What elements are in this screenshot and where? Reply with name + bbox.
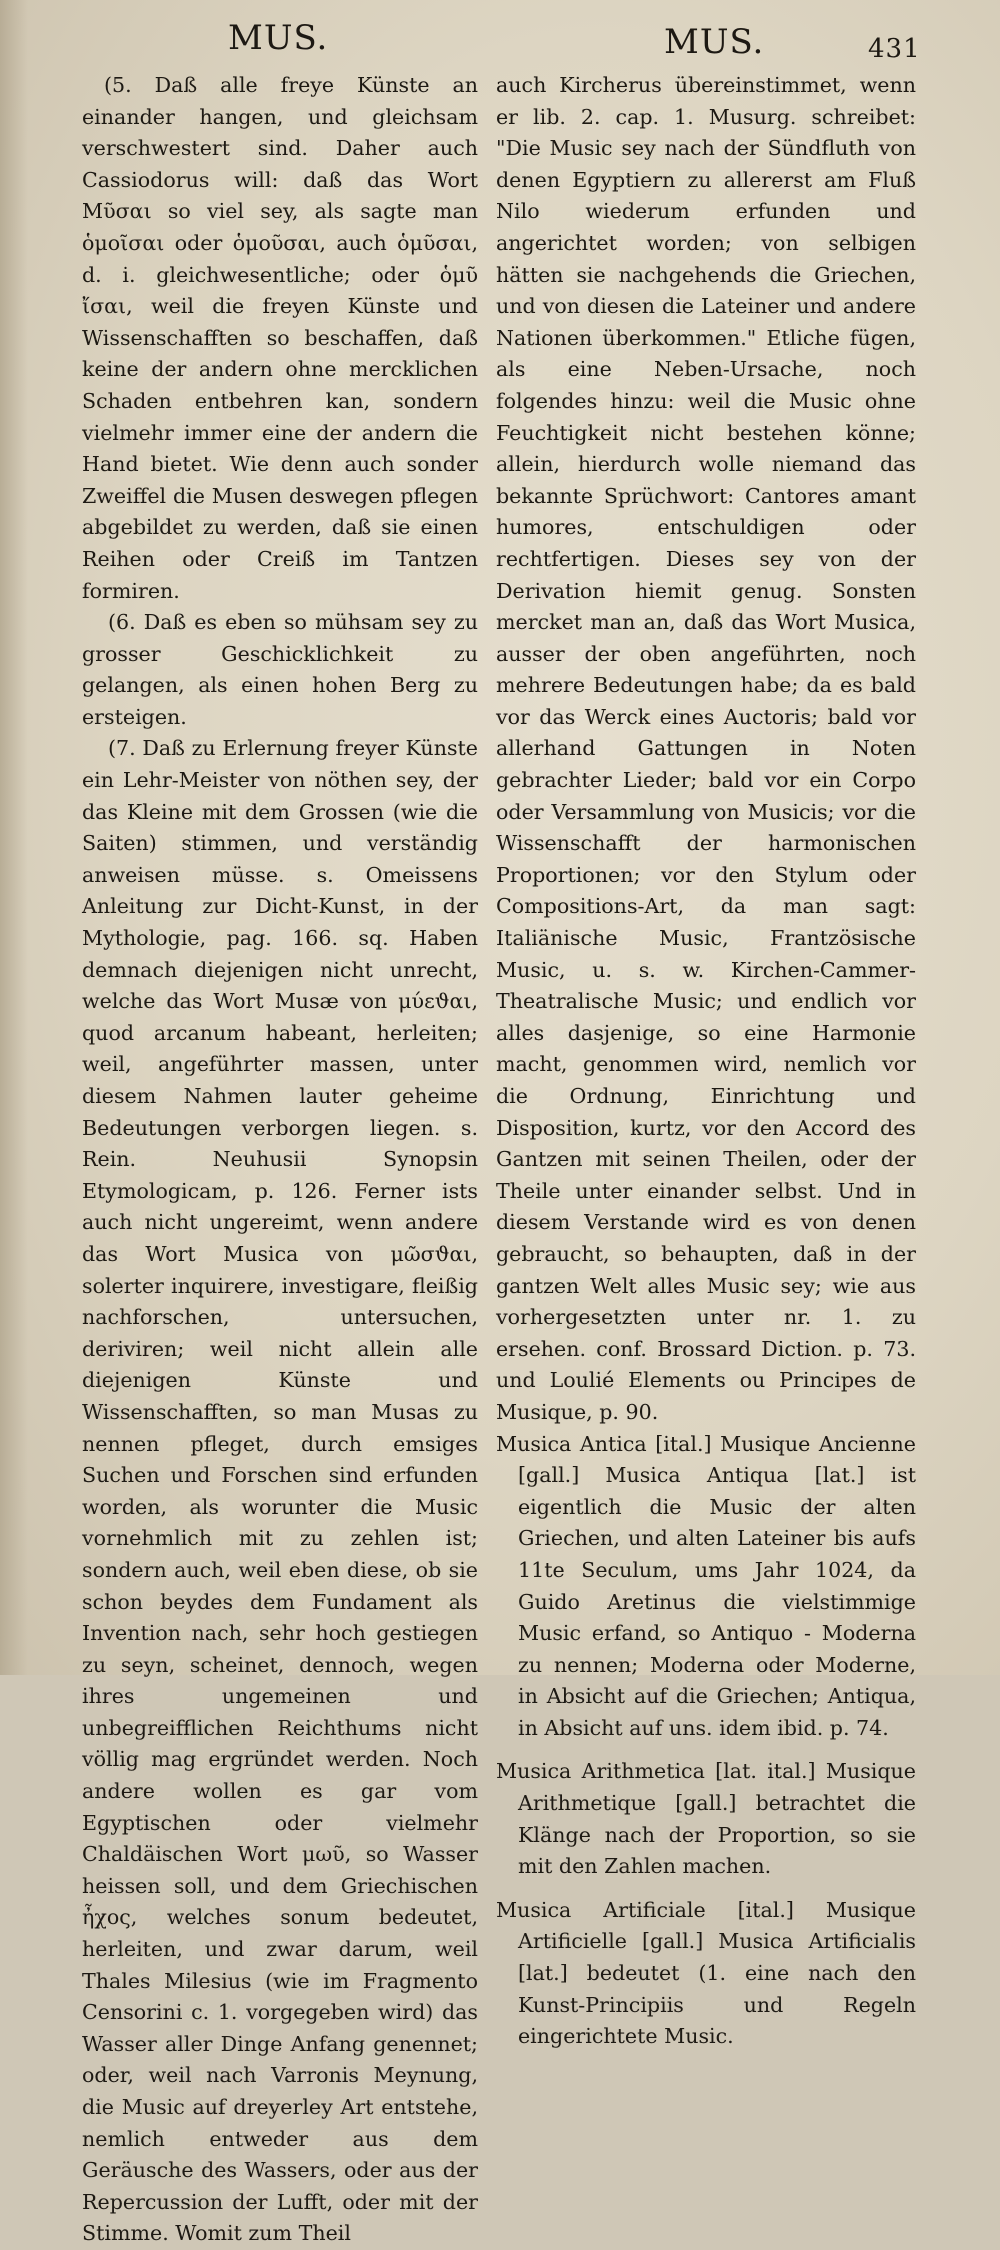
running-header: [0, 8, 1000, 64]
paragraph: auch Kircherus übereinstimmet, wenn er lib. 2. cap. 1. Musurg. schreibet: "Die Music sey nach der Sündfluth von denen Egyptiern zu allererst am Fluß Nilo wiederum erfunden und angerichtet worden; von selbigen hätten sie nachgehends die Griechen, und von diesen die Lateiner und andere Nationen überkommen." Etliche fügen, als eine Neben-Ursache, noch folgendes hinzu: weil die Music ohne Feuchtigkeit nicht bestehen könne; allein, hierdurch wolle niemand das bekannte Sprüchwort: Cantores amant humores, entschuldigen oder rechtfertigen. Dieses sey von der Derivation hiemit genug. Sonsten mercket man an, daß das Wort Musica, ausser der oben angeführten, noch mehrere Bedeutungen habe; da es bald vor das Werck eines Auctoris; bald vor allerhand Gattungen in Noten gebrachter Lieder; bald vor ein Corpo oder Versammlung von Musicis; vor die Wissenschafft der harmonischen Proportionen; vor den Stylum oder Compositions-Art, da man sagt: Italiänische Music, Frantzösische Music, u. s. w. Kirchen-Cammer-Theatralische Music; und endlich vor alles dasjenige, so eine Harmonie macht, genommen wird, nemlich vor die Ordnung, Einrichtung und Disposition, kurtz, vor den Accord des Gantzen mit seinen Theilen, oder der Theile unter einander selbst. Und in diesem Verstande wird es von denen gebraucht, so behaupten, daß in der gantzen Welt alles Music sey; wie aus vorhergesetzten unter nr. 1. zu ersehen. conf. Brossard Diction. p. 73. und Loulié Elements ou Principes de Musique, p. 90.: [496, 73, 916, 1424]
paragraph: (5. Daß alle freye Künste an einander hangen, und gleichsam verschwestert sind. Daher auch Cassiodorus will: daß das Wort Μῦσαι so viel sey, als sagte man ὁμοῖσαι oder ὁμοῦσαι, auch ὁμῦσαι, d. i. gleichwesentliche; oder ὁμῦ ἴσαι, weil die freyen Künste und Wissenschafften so beschaffen, daß keine der andern ohne mercklichen Schaden entbehren kan, sondern vielmehr immer eine der andern die Hand bietet. Wie denn auch sonder Zweiffel die Musen deswegen pflegen abgebildet zu werden, daß sie einen Reihen oder Creiß im Tantzen formiren.: [82, 73, 478, 603]
page-number: 431: [868, 34, 921, 64]
header-right-keyword: MUS.: [664, 22, 765, 62]
dictionary-entry: Musica Antica [ital.] Musique Ancienne [gall.] Musica Antiqua [lat.] ist eigentlich die Music der alten Griechen, und alten Lateiner bis aufs 11te Seculum, ums Jahr 1024, da Guido Aretinus die vielstimmige Music erfand, so Antiquo - Moderna zu nennen; Moderna oder Moderne, in Absicht auf die Griechen; Antiqua, in Absicht auf uns. idem ibid. p. 74.: [496, 1431, 916, 1740]
paragraph: (7. Daß zu Erlernung freyer Künste ein Lehr-Meister von nöthen sey, der das Kleine mit dem Grossen (wie die Saiten) stimmen, und verständig anweisen müsse. s. Omeissens Anleitung zur Dicht-Kunst, in der Mythologie, pag. 166. sq. Haben demnach diejenigen nicht unrecht, welche das Wort Musæ von μύεϑαι, quod arcanum habeant, herleiten; weil, angeführter massen, unter diesem Nahmen lauter geheime Bedeutungen verborgen liegen. s. Rein. Neuhusii Synopsin Etymologicam, p. 126. Ferner ists auch nicht ungereimt, wenn andere das Wort Musica von μῶσϑαι, solerter inquirere, investigare, fleißig nachforschen, untersuchen, deriviren; weil nicht allein alle diejenigen Künste und Wissenschafften, so man Musas zu nennen pfleget, durch emsiges Suchen und Forschen sind erfunden worden, als worunter die Music vornehmlich mit zu zehlen ist; sondern auch, weil eben diese, ob sie schon beydes dem Fundament als Invention nach, sehr hoch gestiegen zu seyn, scheinet, dennoch, wegen ihres ungemeinen und unbegreifflichen Reichthums nicht völlig mag ergründet werden. Noch andere wollen es gar vom Egyptischen oder vielmehr Chaldäischen Wort μωῦ, so Wasser heissen soll, und dem Griechischen ἦχος, welches sonum bedeutet, herleiten, und zwar darum, weil Thales Milesius (wie im Fragmento Censorini c. 1. vorgegeben wird) das Wasser aller Dinge Anfang genennet; oder, weil nach Varronis Meynung, die Music auf dreyerley Art entstehe, nemlich entweder aus dem Geräusche des Wassers, oder aus der Repercussion der Lufft, oder mit der Stimme. Womit zum Theil: [82, 736, 478, 2246]
entry-spacer: [496, 1744, 916, 1756]
entry-spacer: [496, 1883, 916, 1895]
right-column: [496, 70, 916, 2053]
header-left-keyword: MUS.: [228, 18, 329, 58]
paragraph: (6. Daß es eben so mühsam sey zu grosser Geschicklichkeit zu gelangen, als einen hohen Berg zu ersteigen.: [82, 610, 478, 729]
left-column: [82, 70, 478, 2250]
dictionary-entry: Musica Artificiale [ital.] Musique Artificielle [gall.] Musica Artificialis [lat.] bedeutet (1. eine nach den Kunst-Principiis und Regeln eingerichtete Music.: [496, 1897, 916, 2049]
dictionary-entry: Musica Arithmetica [lat. ital.] Musique Arithmetique [gall.] betrachtet die Klänge nach der Proportion, so sie mit den Zahlen machen.: [496, 1759, 916, 1879]
